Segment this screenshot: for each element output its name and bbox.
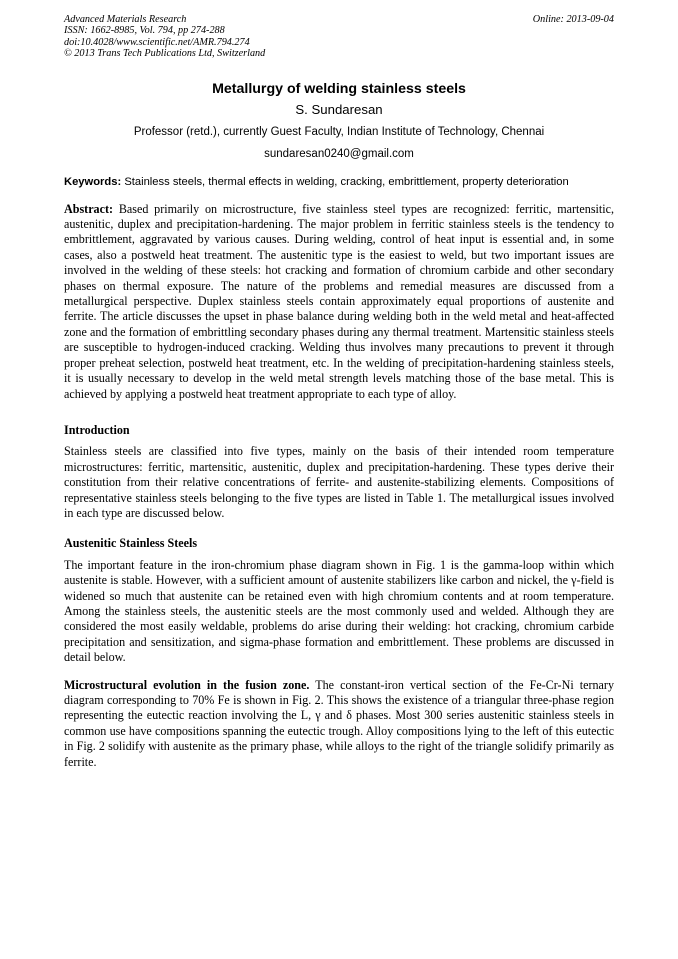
online-date: Online: 2013-09-04 <box>532 14 614 25</box>
author-email: sundaresan0240@gmail.com <box>264 147 414 160</box>
journal-name: Advanced Materials Research <box>64 14 187 25</box>
copyright-line: © 2013 Trans Tech Publications Ltd, Switzerland <box>64 48 266 60</box>
austenitic-paragraph: The important feature in the iron-chromium phase diagram shown in Fig. 1 is the gamma-loop within which austenite is stable. However, with a sufficient amount of austenite stabilizers like carbon and nickel, the γ-field is widened so much that austenite can be retained even with high chromium contents and at room temperature. Among the stainless steels, the austenitic steels are the most commonly used and welded. Although they are considered the most easily weldable, problems do arise during their welding: hot cracking, chromium carbide precipitation and sensitization, and sigma-phase formation and embrittlement. These problems are discussed in detail below. <box>64 557 614 665</box>
paper-title: Metallurgy of welding stainless steels <box>212 80 466 97</box>
author-name: S. Sundaresan <box>295 101 383 117</box>
austenitic-heading: Austenitic Stainless Steels <box>64 536 198 551</box>
introduction-paragraph: Stainless steels are classified into five types, mainly on the basis of their intended room temperature microstructures: ferritic, martensitic, austenitic, duplex and precipitation-hardening. These types derive their constitution from their relative concentrations of ferrite- and austenite-stabilizing elements. Compositions of representative stainless steels belonging to the five types are listed in Table 1. The metallurgical issues involved in each type are discussed below. <box>64 444 614 520</box>
microstructural-paragraph <box>64 678 614 770</box>
abstract-label: Abstract: <box>64 201 114 216</box>
abstract-text: Based primarily on microstructure, five stainless steel types are recognized: ferritic, martensitic, austenitic, duplex and precipitation-hardening. The major problem in ferritic stainless steels is the tendency to embrittlement, aggravated by various causes. During welding, control of heat input is essential and, in some cases, also a postweld heat treatment. The austenitic type is the easiest to weld, but two important issues are involved in the welding of these steels: hot cracking and formation of chromium carbide and other secondary phases on thermal exposure. The nature of the problems and remedial measures are discussed from a metallurgical perspective. Duplex stainless steels contain approximately equal proportions of austenite and ferrite. The article discusses the upset in phase balance during welding both in the weld metal and heat-affected zone and the formation of embrittling secondary phases during any thermal treatment. Martensitic stainless steels are susceptible to hydrogen-induced cracking. Welding thus involves many precautions to prevent it through proper preheat selection, postweld heat treatment, etc. In the welding of precipitation-hardening stainless steels, it is usually necessary to develop in the weld metal strength levels matching those of the base metal. This is achieved by applying a postweld heat treatment appropriate to each type of alloy. <box>64 201 614 401</box>
microstructural-lead: Microstructural evolution in the fusion zone. <box>64 677 310 692</box>
introduction-heading: Introduction <box>64 422 130 437</box>
keywords-block <box>64 175 614 189</box>
microstructural-text: The constant-iron vertical section of the Fe-Cr-Ni ternary diagram corresponding to 70% Fe is shown in Fig. 2. This shows the existence of a triangular three-phase region representing the eutectic reaction involving the L, γ and δ phases. Most 300 series austenitic stainless steels in common use have compositions spanning the eutectic trough. Alloy compositions lying to the left of this eutectic in Fig. 2 solidify with austenite as the primary phase, while alloys to the right of the triangle solidify primarily as ferrite. <box>64 677 614 769</box>
doi-line: doi:10.4028/www.scientific.net/AMR.794.274 <box>64 36 250 48</box>
author-affiliation: Professor (retd.), currently Guest Faculty, Indian Institute of Technology, Chennai <box>133 125 545 138</box>
keywords-text: Stainless steels, thermal effects in welding, cracking, embrittlement, property deterioration <box>124 175 569 188</box>
abstract-block <box>64 202 614 402</box>
issn-line: ISSN: 1662-8985, Vol. 794, pp 274-288 <box>64 25 225 37</box>
keywords-label: Keywords: <box>64 175 122 188</box>
journal-header <box>64 14 614 60</box>
